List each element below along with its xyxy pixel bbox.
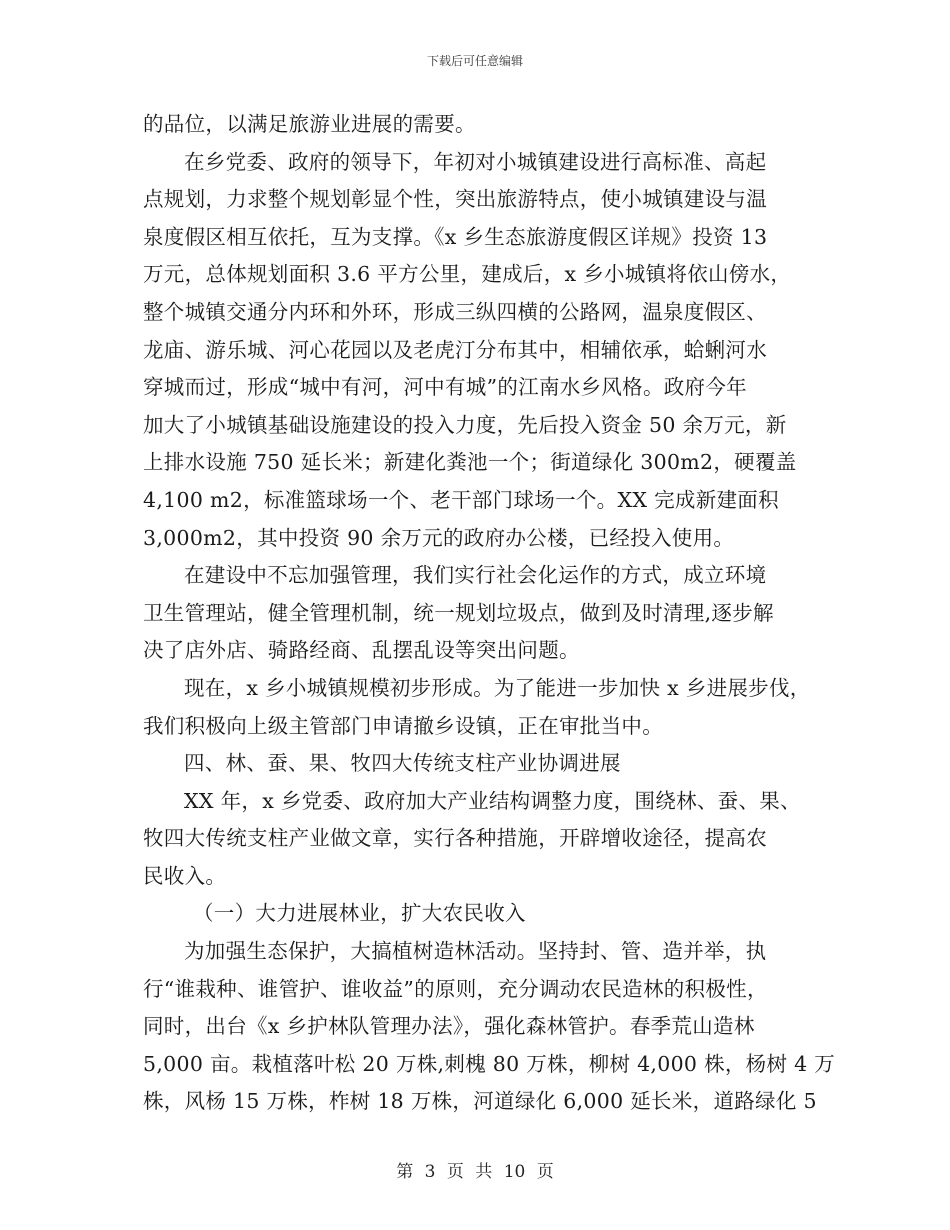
text-line: 3,000m2，其中投资 90 余万元的政府办公楼，已经投入使用。 [143, 525, 735, 550]
text-line: 在建设中不忘加强管理，我们实行社会化运作的方式，成立环境 [184, 563, 767, 588]
text-line: 民收入。 [143, 863, 227, 888]
text-line: 泉度假区相互依托，互为支撑。《x 乡生态旅游度假区详规》投资 13 [143, 224, 768, 249]
subsection-heading: （一）大力进展林业，扩大农民收入 [193, 901, 526, 926]
text-line: 我们积极向上级主管部门申请撤乡设镇，正在审批当中。 [143, 713, 663, 738]
section-heading: 四、林、蚕、果、牧四大传统支柱产业协调进展 [184, 751, 621, 776]
text-line: 为加强生态保护，大搞植树造林活动。坚持封、管、造并举，执 [184, 939, 767, 964]
text-line: 的品位，以满足旅游业进展的需要。 [143, 112, 476, 136]
text-line: 现在，x 乡小城镇规模初步形成。为了能进一步加快 x 乡进展步伐， [184, 675, 811, 700]
text-line: XX 年，x 乡党委、政府加大产业结构调整力度，围绕林、蚕、果、 [184, 788, 801, 813]
text-line: 万元，总体规划面积 3.6 平方公里，建成后，x 乡小城镇将依山傍水， [143, 262, 792, 287]
text-line: 加大了小城镇基础设施建设的投入力度，先后投入资金 50 余万元，新 [143, 412, 787, 437]
text-line: 牧四大传统支柱产业做文章，实行各种措施，开辟增收途径，提高农 [143, 826, 767, 851]
text-line: 在乡党委、政府的领导下，年初对小城镇建设进行高标准、高起 [184, 149, 767, 174]
text-line: 整个城镇交通分内环和外环，形成三纵四横的公路网，温泉度假区、 [143, 299, 767, 324]
page-header: 下载后可任意编辑 [426, 54, 523, 68]
text-line: 决了店外店、骑路经商、乱摆乱设等突出问题。 [143, 638, 580, 663]
text-line: 行“谁栽种、谁管护、谁收益”的原则，充分调动农民造林的积极性， [143, 976, 768, 1001]
text-line: 株，风杨 15 万株，柞树 18 万株，河道绿化 6,000 延长米，道路绿化 5 [143, 1089, 817, 1114]
text-line: 龙庙、游乐城、河心花园以及老虎汀分布其中，相辅依承，蛤蜊河水 [143, 337, 767, 362]
document-body [143, 106, 836, 1121]
text-line: 4,100 m2，标准篮球场一个、老干部门球场一个。XX 完成新建面积 [143, 487, 779, 512]
text-line: 穿城而过，形成“城中有河，河中有城”的江南水乡风格。政府今年 [143, 375, 747, 400]
text-line: 同时，出台《x 乡护林队管理办法》，强化森林管护。春季荒山造林 [143, 1014, 755, 1039]
text-line: 卫生管理站，健全管理机制，统一规划垃圾点，做到及时清理,逐步解 [143, 600, 774, 625]
text-line: 上排水设施 750 延长米；新建化粪池一个；街道绿化 300m2，硬覆盖 [143, 450, 797, 475]
text-line: 5,000 亩。栽植落叶松 20 万株,刺槐 80 万株，柳树 4,000 株，杨树 4 万 [143, 1051, 836, 1076]
text-line: 点规划，力求整个规划彰显个性，突出旅游特点，使小城镇建设与温 [143, 187, 767, 212]
page-footer: 第 3 页 共 10 页 [396, 1162, 554, 1182]
